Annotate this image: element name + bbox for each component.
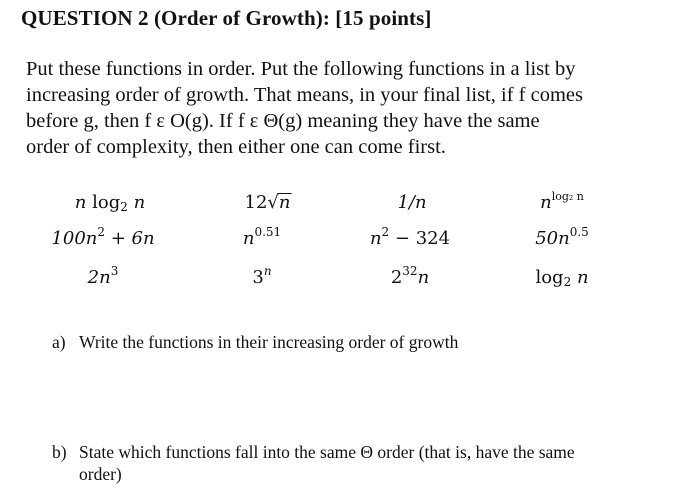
log-argument: n bbox=[576, 267, 589, 288]
log-argument: n bbox=[133, 192, 146, 213]
exponent: 0.5 bbox=[569, 225, 589, 239]
exponent: 32 bbox=[402, 264, 418, 278]
function-1-over-n bbox=[397, 192, 426, 214]
exponent: 0.51 bbox=[254, 225, 282, 239]
term-2n: 2n bbox=[87, 267, 111, 288]
radical-sign: √ bbox=[267, 192, 279, 213]
function-2-pow-32-n bbox=[390, 264, 430, 289]
function-12-sqrt-n bbox=[245, 192, 292, 214]
function-3-pow-n bbox=[252, 264, 272, 289]
exponent: 3 bbox=[110, 264, 119, 278]
base-n: n bbox=[540, 192, 552, 213]
question-title: QUESTION 2 (Order of Growth): [15 points] bbox=[21, 6, 432, 30]
part-a-label: a) bbox=[52, 332, 66, 352]
exponent: 2 bbox=[381, 225, 390, 239]
radicand: n bbox=[278, 192, 291, 213]
base-2: 2 bbox=[390, 267, 403, 288]
fraction-text: 1/n bbox=[397, 192, 427, 213]
log-text: log bbox=[92, 192, 121, 213]
log-text: log bbox=[535, 267, 564, 288]
function-log2-n bbox=[535, 267, 588, 289]
variable-n: n bbox=[74, 192, 87, 213]
exponent: log₂ n bbox=[551, 190, 584, 203]
coefficient: 12 bbox=[244, 192, 268, 213]
instruction-line: Put these functions in order. Put the following functions in a list by bbox=[26, 58, 576, 80]
part-b-text: State which functions fall into the same Θ order (that is, have the same order) bbox=[79, 442, 575, 484]
function-2n3 bbox=[87, 264, 119, 289]
log-base: 2 bbox=[563, 275, 572, 289]
exponent: n bbox=[263, 264, 272, 278]
instruction-line: order of complexity, then either one can come first. bbox=[26, 136, 446, 158]
function-50n-pow-0.5 bbox=[535, 225, 589, 250]
term-plus-6n: + 6n bbox=[105, 228, 155, 249]
function-n2-minus-324 bbox=[369, 225, 451, 250]
base-n: n bbox=[242, 228, 255, 249]
function-n-pow-0.51 bbox=[242, 225, 282, 250]
part-a-text: Write the functions in their increasing order of growth bbox=[79, 332, 459, 352]
minus-324: − 324 bbox=[389, 228, 451, 249]
part-b bbox=[52, 441, 652, 485]
term-50n: 50n bbox=[535, 228, 570, 249]
log-base: 2 bbox=[120, 200, 128, 214]
part-a bbox=[52, 331, 458, 353]
question-instructions bbox=[26, 56, 666, 160]
base-n: n bbox=[369, 228, 382, 249]
exponent: 2 bbox=[97, 225, 106, 239]
instruction-line: increasing order of growth. That means, in your final list, if f comes bbox=[26, 84, 583, 106]
part-b-label: b) bbox=[52, 442, 67, 462]
function-n-log2-n bbox=[75, 192, 145, 214]
base-3: 3 bbox=[252, 267, 264, 288]
term-100n: 100n bbox=[51, 228, 98, 249]
multiplier-n: n bbox=[417, 267, 430, 288]
instruction-line: before g, then f ε O(g). If f ε Θ(g) meaning they have the same bbox=[26, 110, 540, 132]
function-n-pow-log2-n bbox=[540, 192, 584, 214]
function-100n2-plus-6n bbox=[51, 225, 155, 250]
